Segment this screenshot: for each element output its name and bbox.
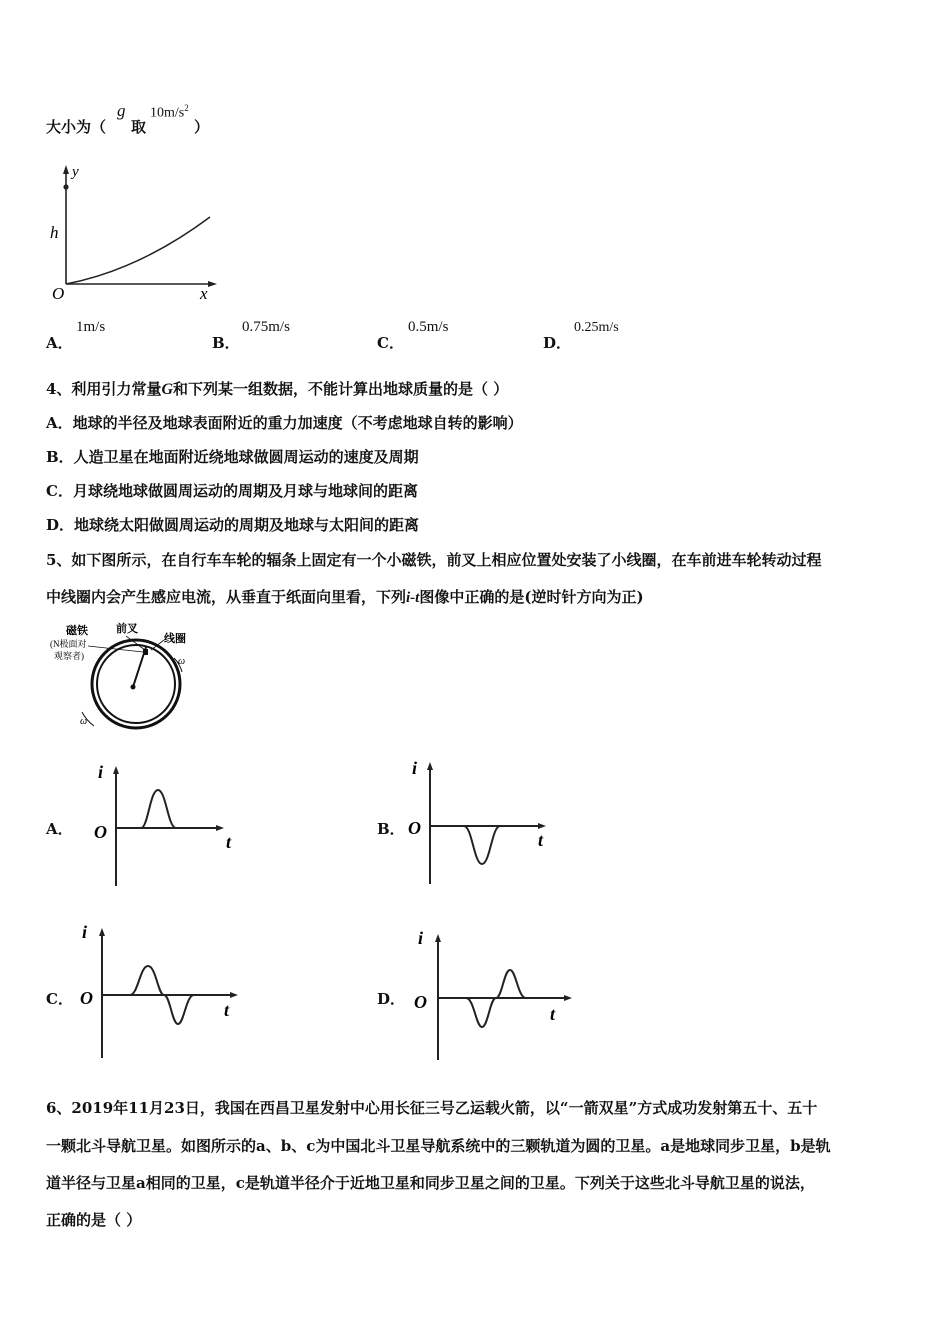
q6-stem-line1: 6、2019年11月23日，我国在西昌卫星发射中心用长征三号乙运载火箭，以“一箭双星”方式成功发射第五十、五十: [46, 1099, 818, 1117]
wheel-figure: [46, 620, 206, 740]
origin-label: O: [52, 284, 65, 303]
it-graph-d-origin: O: [414, 992, 427, 1012]
it-graph-a-i-label: i: [98, 762, 104, 782]
magnet-label: 磁铁: [66, 625, 88, 637]
q5-option-a-label: A．: [46, 820, 73, 838]
it-graph-b-i-arrow: [427, 762, 433, 770]
trajectory-graph: [44, 160, 224, 305]
q3-option-c-value: 0.5m/s: [408, 319, 449, 335]
it-graph-b-curve: [430, 826, 500, 864]
g-value: [150, 103, 189, 122]
it-graph-a: [86, 758, 246, 890]
q5-stem-it: i-t: [406, 590, 420, 606]
start-point: [63, 184, 68, 189]
q6-stem-line3: 道半径与卫星a相同的卫星，c是轨道半径介于近地卫星和同步卫星之间的卫星。下列关于这些北斗导航卫星的说法，: [46, 1174, 815, 1192]
q4-stem-a: 4、利用引力常量: [46, 380, 162, 398]
q3-stem-prefix: 大小为（: [46, 118, 107, 136]
q3-option-a-value: 1m/s: [76, 319, 106, 335]
x-axis-label: x: [200, 284, 208, 303]
q4-stem: [46, 378, 508, 399]
magnet: [143, 649, 148, 655]
q5-stem-line1: 5、如下图所示，在自行车车轮的辐条上固定有一个小磁铁，前叉上相应位置处安装了小线圈，在车前进车轮转动过程: [46, 551, 822, 569]
wheel-outer-rim: [92, 640, 180, 728]
it-graph-a-t-label: t: [226, 832, 232, 852]
trajectory-curve: [66, 217, 210, 284]
it-graph-a-t-arrow: [216, 825, 224, 831]
q4-option-a: A．地球的半径及地球表面附近的重力加速度（不考虑地球自转的影响）: [46, 414, 523, 432]
q3-option-c-label: C．: [377, 334, 404, 352]
it-graph-a-origin: O: [94, 822, 107, 842]
hub: [131, 685, 136, 690]
q5-stem-line2-b: 图像中正确的是(逆时针方向为正): [419, 588, 644, 606]
it-graph-c-origin: O: [80, 988, 93, 1008]
it-graph-a-curve: [116, 790, 176, 828]
omega-label-top: ω: [178, 656, 186, 667]
y-axis-label: y: [72, 164, 79, 180]
wheel-inner-rim: [97, 645, 175, 723]
q3-option-a-label: A．: [46, 334, 73, 352]
q4-option-d: D．地球绕太阳做圆周运动的周期及地球与太阳间的距离: [46, 516, 420, 534]
q3-option-d-label: D．: [543, 334, 572, 352]
it-graph-a-i-arrow: [113, 766, 119, 774]
it-graph-c-i-label: i: [82, 922, 88, 942]
g-value-sup: 2: [184, 103, 189, 113]
q6-stem-line4: 正确的是（ ）: [46, 1211, 142, 1229]
q3-option-b-value: 0.75m/s: [242, 319, 290, 335]
coil-label: 线圈: [164, 633, 186, 645]
it-graph-c-i-arrow: [99, 928, 105, 936]
take-text: 取: [131, 118, 147, 136]
fork-label: 前叉: [116, 623, 138, 635]
g-symbol: g: [117, 101, 126, 120]
it-graph-d: [410, 926, 580, 1062]
y-axis-arrow: [63, 165, 69, 174]
magnet-note-1: (N极面对: [50, 639, 87, 649]
it-graph-d-t-label: t: [550, 1004, 556, 1024]
q4-option-c: C．月球绕地球做圆周运动的周期及月球与地球间的距离: [46, 482, 418, 500]
q3-stem-tail: [46, 116, 106, 137]
q5-stem-line2-a: 中线圈内会产生感应电流，从垂直于纸面向里看，下列: [46, 588, 407, 606]
q5-stem-line2: [46, 586, 644, 607]
fork-leader: [126, 636, 145, 650]
it-graph-b-origin: O: [408, 818, 421, 838]
q5-option-c-label: C．: [46, 990, 73, 1008]
q4-stem-G: G: [161, 381, 174, 398]
it-graph-b-i-label: i: [412, 758, 418, 778]
it-graph-d-t-arrow: [564, 995, 572, 1001]
q4-option-b: B．人造卫星在地面附近绕地球做圆周运动的速度及周期: [46, 448, 419, 466]
magnet-note-2: 观察者): [54, 651, 84, 661]
it-graph-b: [400, 756, 570, 888]
x-axis-arrow: [208, 281, 217, 287]
g-value-text: 10m/s: [150, 105, 185, 121]
omega-label-bottom: ω: [80, 716, 88, 727]
q6-stem-line2: 一颗北斗导航卫星。如图所示的a、b、c为中国北斗卫星导航系统中的三颗轨道为圆的卫星。a是地球同步卫星，b是轨: [46, 1137, 831, 1155]
it-graph-d-i-arrow: [435, 934, 441, 942]
it-graph-c: [74, 916, 249, 1062]
q5-option-d-label: D．: [377, 990, 406, 1008]
q4-stem-b: 和下列某一组数据，不能计算出地球质量的是（ ）: [173, 380, 509, 398]
h-label: h: [50, 223, 59, 242]
q3-stem-suffix: ）: [194, 118, 210, 136]
q5-option-b-label: B．: [377, 820, 405, 838]
it-graph-c-t-label: t: [224, 1000, 230, 1020]
q3-option-b-label: B．: [212, 334, 240, 352]
it-graph-b-t-label: t: [538, 830, 544, 850]
it-graph-d-i-label: i: [418, 928, 424, 948]
q3-option-d-value: 0.25m/s: [574, 320, 619, 335]
it-graph-c-t-arrow: [230, 992, 238, 998]
it-graph-b-t-arrow: [538, 823, 546, 829]
